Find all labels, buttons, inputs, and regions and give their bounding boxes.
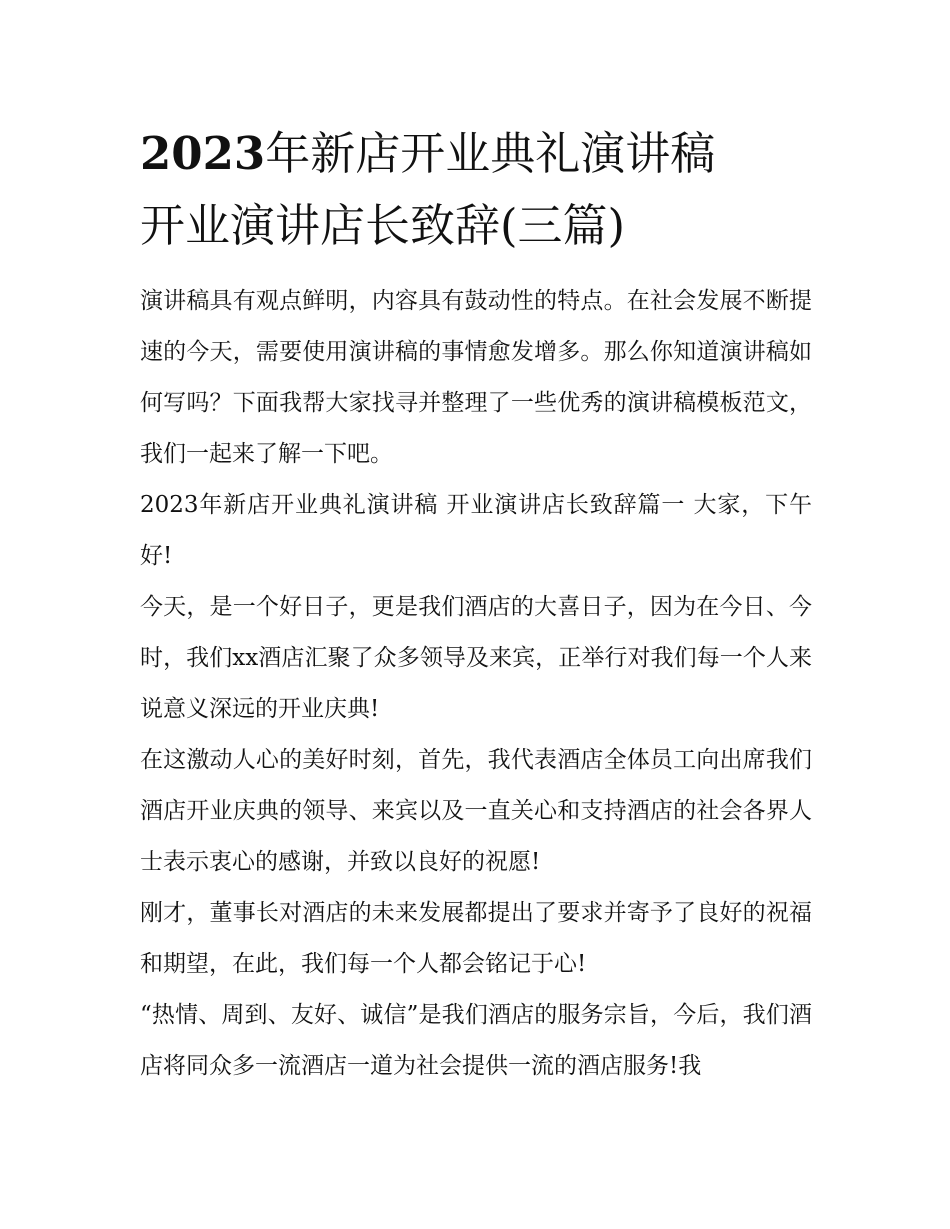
document-title [140, 118, 812, 262]
paragraph-heading-greeting: 2023年新店开业典礼演讲稿 开业演讲店长致辞篇一 大家，下午好! [140, 492, 812, 569]
title-line-2: 开业演讲店长致辞(三篇) [140, 199, 626, 252]
title-line-1-text: 年新店开业典礼演讲稿 [265, 127, 716, 180]
title-line-1 [140, 118, 812, 190]
paragraph: 在这激动人心的美好时刻，首先，我代表酒店全体员工向出席我们酒店开业庆典的领导、来宾以及一直关心和支持酒店的社会各界人士表示衷心的感谢，并致以良好的祝愿! [140, 747, 812, 875]
paragraph-intro: 演讲稿具有观点鲜明，内容具有鼓动性的特点。在社会发展不断提速的今天，需要使用演讲稿的事情愈发增多。那么你知道演讲稿如何写吗？下面我帮大家找寻并整理了一些优秀的演讲稿模板范文，我们一起来了解一下吧。 [140, 288, 812, 467]
paragraph: 今天，是一个好日子，更是我们酒店的大喜日子，因为在今日、今时，我们xx酒店汇聚了众多领导及来宾，正举行对我们每一个人来说意义深远的开业庆典! [140, 594, 812, 722]
document-page [140, 118, 812, 1092]
paragraph: “热情、周到、友好、诚信”是我们酒店的服务宗旨，今后，我们酒店将同众多一流酒店一道为社会提供一流的酒店服务!我 [140, 1002, 812, 1079]
document-body [140, 276, 812, 1092]
title-year: 2023 [140, 127, 266, 180]
paragraph: 刚才，董事长对酒店的未来发展都提出了要求并寄予了良好的祝福和期望，在此，我们每一个人都会铭记于心! [140, 900, 812, 977]
